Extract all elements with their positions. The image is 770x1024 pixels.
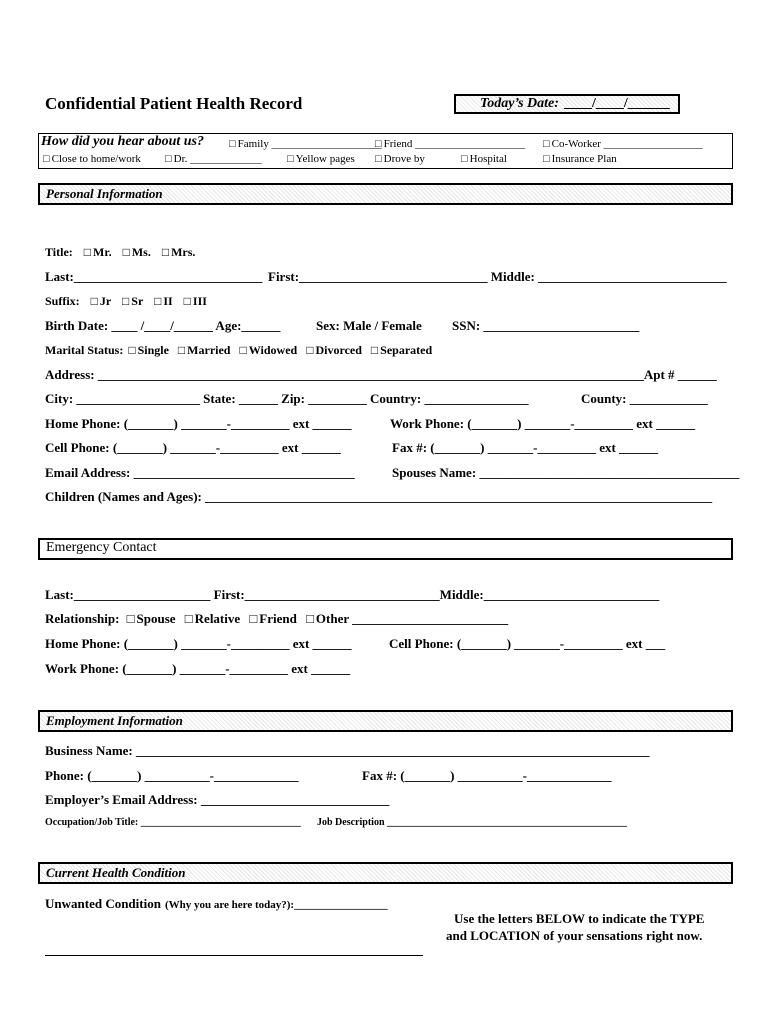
suffix-label: Suffix: — [45, 294, 80, 308]
employer-fax-field[interactable]: Fax #: (_______) __________-_____________ — [362, 768, 612, 783]
job-description-field[interactable]: Job Description ________________________________________________ — [317, 817, 627, 828]
title-mr-checkbox[interactable]: □ Mr. — [84, 245, 112, 259]
section-heading: Emergency Contact — [46, 540, 157, 555]
referral-close-checkbox[interactable]: □ Close to home/work — [43, 153, 141, 165]
title-mrs-checkbox[interactable]: □ Mrs. — [162, 245, 196, 259]
county-field[interactable]: County: ____________ — [581, 391, 708, 406]
suffix-row — [45, 294, 207, 309]
referral-coworker-checkbox[interactable]: □ Co-Worker __________________ — [543, 138, 703, 150]
marital-divorced-checkbox[interactable]: □ Divorced — [306, 343, 362, 357]
section-personal-information — [38, 183, 733, 205]
section-heading: Personal Information — [46, 186, 163, 201]
email-field[interactable]: Email Address: __________________________________ — [45, 465, 355, 480]
unwanted-condition-field[interactable] — [45, 895, 388, 913]
referral-hospital-checkbox[interactable]: □ Hospital — [461, 153, 507, 165]
employer-email-field[interactable]: Employer’s Email Address: _____________________________ — [45, 792, 390, 807]
emergency-name-field[interactable]: Last:_____________________ First:______________________________Middle:___________________________ — [45, 587, 660, 602]
unwanted-condition-note: (Why you are here today?):_________________ — [164, 899, 388, 911]
suffix-sr-checkbox[interactable]: □ Sr — [122, 294, 143, 308]
fax-field[interactable]: Fax #: (_______) _______-_________ ext ______ — [392, 440, 659, 455]
referral-dr-checkbox[interactable]: □ Dr. _____________ — [165, 153, 262, 165]
birth-date-field[interactable]: Birth Date: ____ /____/______ Age:______ — [45, 318, 281, 333]
spouse-name-field[interactable]: Spouses Name: ________________________________________ — [392, 465, 740, 480]
business-name-field[interactable]: Business Name: _______________________________________________________________________________ — [45, 743, 650, 758]
referral-insurance-checkbox[interactable]: □ Insurance Plan — [543, 153, 617, 165]
section-current-health-condition — [38, 862, 733, 884]
last-name-field[interactable]: Last:_____________________________ — [45, 269, 263, 284]
referral-box — [38, 133, 733, 169]
unwanted-condition-label: Unwanted Condition — [45, 896, 161, 911]
relationship-relative-checkbox[interactable]: □ Relative — [185, 611, 240, 626]
section-heading: Current Health Condition — [46, 865, 186, 880]
referral-droveby-checkbox[interactable]: □ Drove by — [375, 153, 425, 165]
suffix-jr-checkbox[interactable]: □ Jr — [91, 294, 111, 308]
relationship-other-checkbox[interactable]: □ Other ________________________ — [306, 611, 508, 626]
city-state-zip-country-field[interactable]: City: ___________________ State: ______ Zip: _________ Country: ________________ — [45, 391, 529, 406]
marital-single-checkbox[interactable]: □ Single — [128, 343, 169, 357]
work-phone-field[interactable]: Work Phone: (_______) _______-_________ ext ______ — [390, 416, 696, 431]
marital-widowed-checkbox[interactable]: □ Widowed — [239, 343, 297, 357]
section-emergency-contact — [38, 538, 733, 560]
first-middle-name-field[interactable]: First:_____________________________ Middle: _____________________________ — [268, 269, 727, 284]
occupation-field[interactable]: Occupation/Job Title: ________________________________ — [45, 817, 301, 828]
title-label: Title: — [45, 245, 73, 259]
ssn-field[interactable]: SSN: ________________________ — [452, 318, 640, 333]
section-heading: Employment Information — [46, 713, 183, 728]
todays-date-blank: ____/____/______ — [564, 96, 670, 111]
sensation-instruction-line-2: and LOCATION of your sensations right now. — [446, 928, 703, 943]
sex-field[interactable]: Sex: Male / Female — [316, 318, 422, 333]
address-field[interactable]: Address: ____________________________________________________________________________________Apt # ______ — [45, 367, 717, 382]
marital-status-row — [45, 343, 432, 358]
title-ms-checkbox[interactable]: □ Ms. — [123, 245, 151, 259]
referral-friend-checkbox[interactable]: □ Friend ____________________ — [375, 138, 525, 150]
referral-question: How did you hear about us? — [41, 134, 204, 149]
section-employment-information — [38, 710, 733, 732]
emergency-home-phone-field[interactable]: Home Phone: (_______) _______-_________ ext ______ — [45, 636, 352, 651]
relationship-row — [45, 611, 508, 627]
home-phone-field[interactable]: Home Phone: (_______) _______-_________ ext ______ — [45, 416, 352, 431]
marital-married-checkbox[interactable]: □ Married — [178, 343, 231, 357]
marital-separated-checkbox[interactable]: □ Separated — [371, 343, 432, 357]
relationship-friend-checkbox[interactable]: □ Friend — [249, 611, 296, 626]
marital-label: Marital Status: — [45, 343, 124, 357]
employer-phone-field[interactable]: Phone: (_______) __________-_____________ — [45, 768, 299, 783]
page-title: Confidential Patient Health Record — [45, 94, 303, 113]
suffix-iii-checkbox[interactable]: □ III — [184, 294, 207, 308]
title-row — [45, 245, 195, 260]
relationship-spouse-checkbox[interactable]: □ Spouse — [127, 611, 176, 626]
todays-date-field[interactable] — [454, 94, 680, 114]
referral-yellowpages-checkbox[interactable]: □ Yellow pages — [287, 153, 355, 165]
sensation-instruction-line-1: Use the letters BELOW to indicate the TYPE — [454, 911, 705, 926]
todays-date-label: Today’s Date: — [480, 96, 559, 111]
emergency-cell-phone-field[interactable]: Cell Phone: (_______) _______-_________ ext ___ — [389, 636, 666, 651]
cell-phone-field[interactable]: Cell Phone: (_______) _______-_________ ext ______ — [45, 440, 341, 455]
referral-family-checkbox[interactable]: □ Family ____________________ — [229, 138, 382, 150]
emergency-work-phone-field[interactable]: Work Phone: (_______) _______-_________ ext ______ — [45, 661, 351, 676]
suffix-ii-checkbox[interactable]: □ II — [154, 294, 173, 308]
children-field[interactable]: Children (Names and Ages): ______________________________________________________________________________ — [45, 489, 713, 504]
relationship-label: Relationship: — [45, 611, 120, 626]
unwanted-condition-line[interactable] — [45, 955, 423, 956]
